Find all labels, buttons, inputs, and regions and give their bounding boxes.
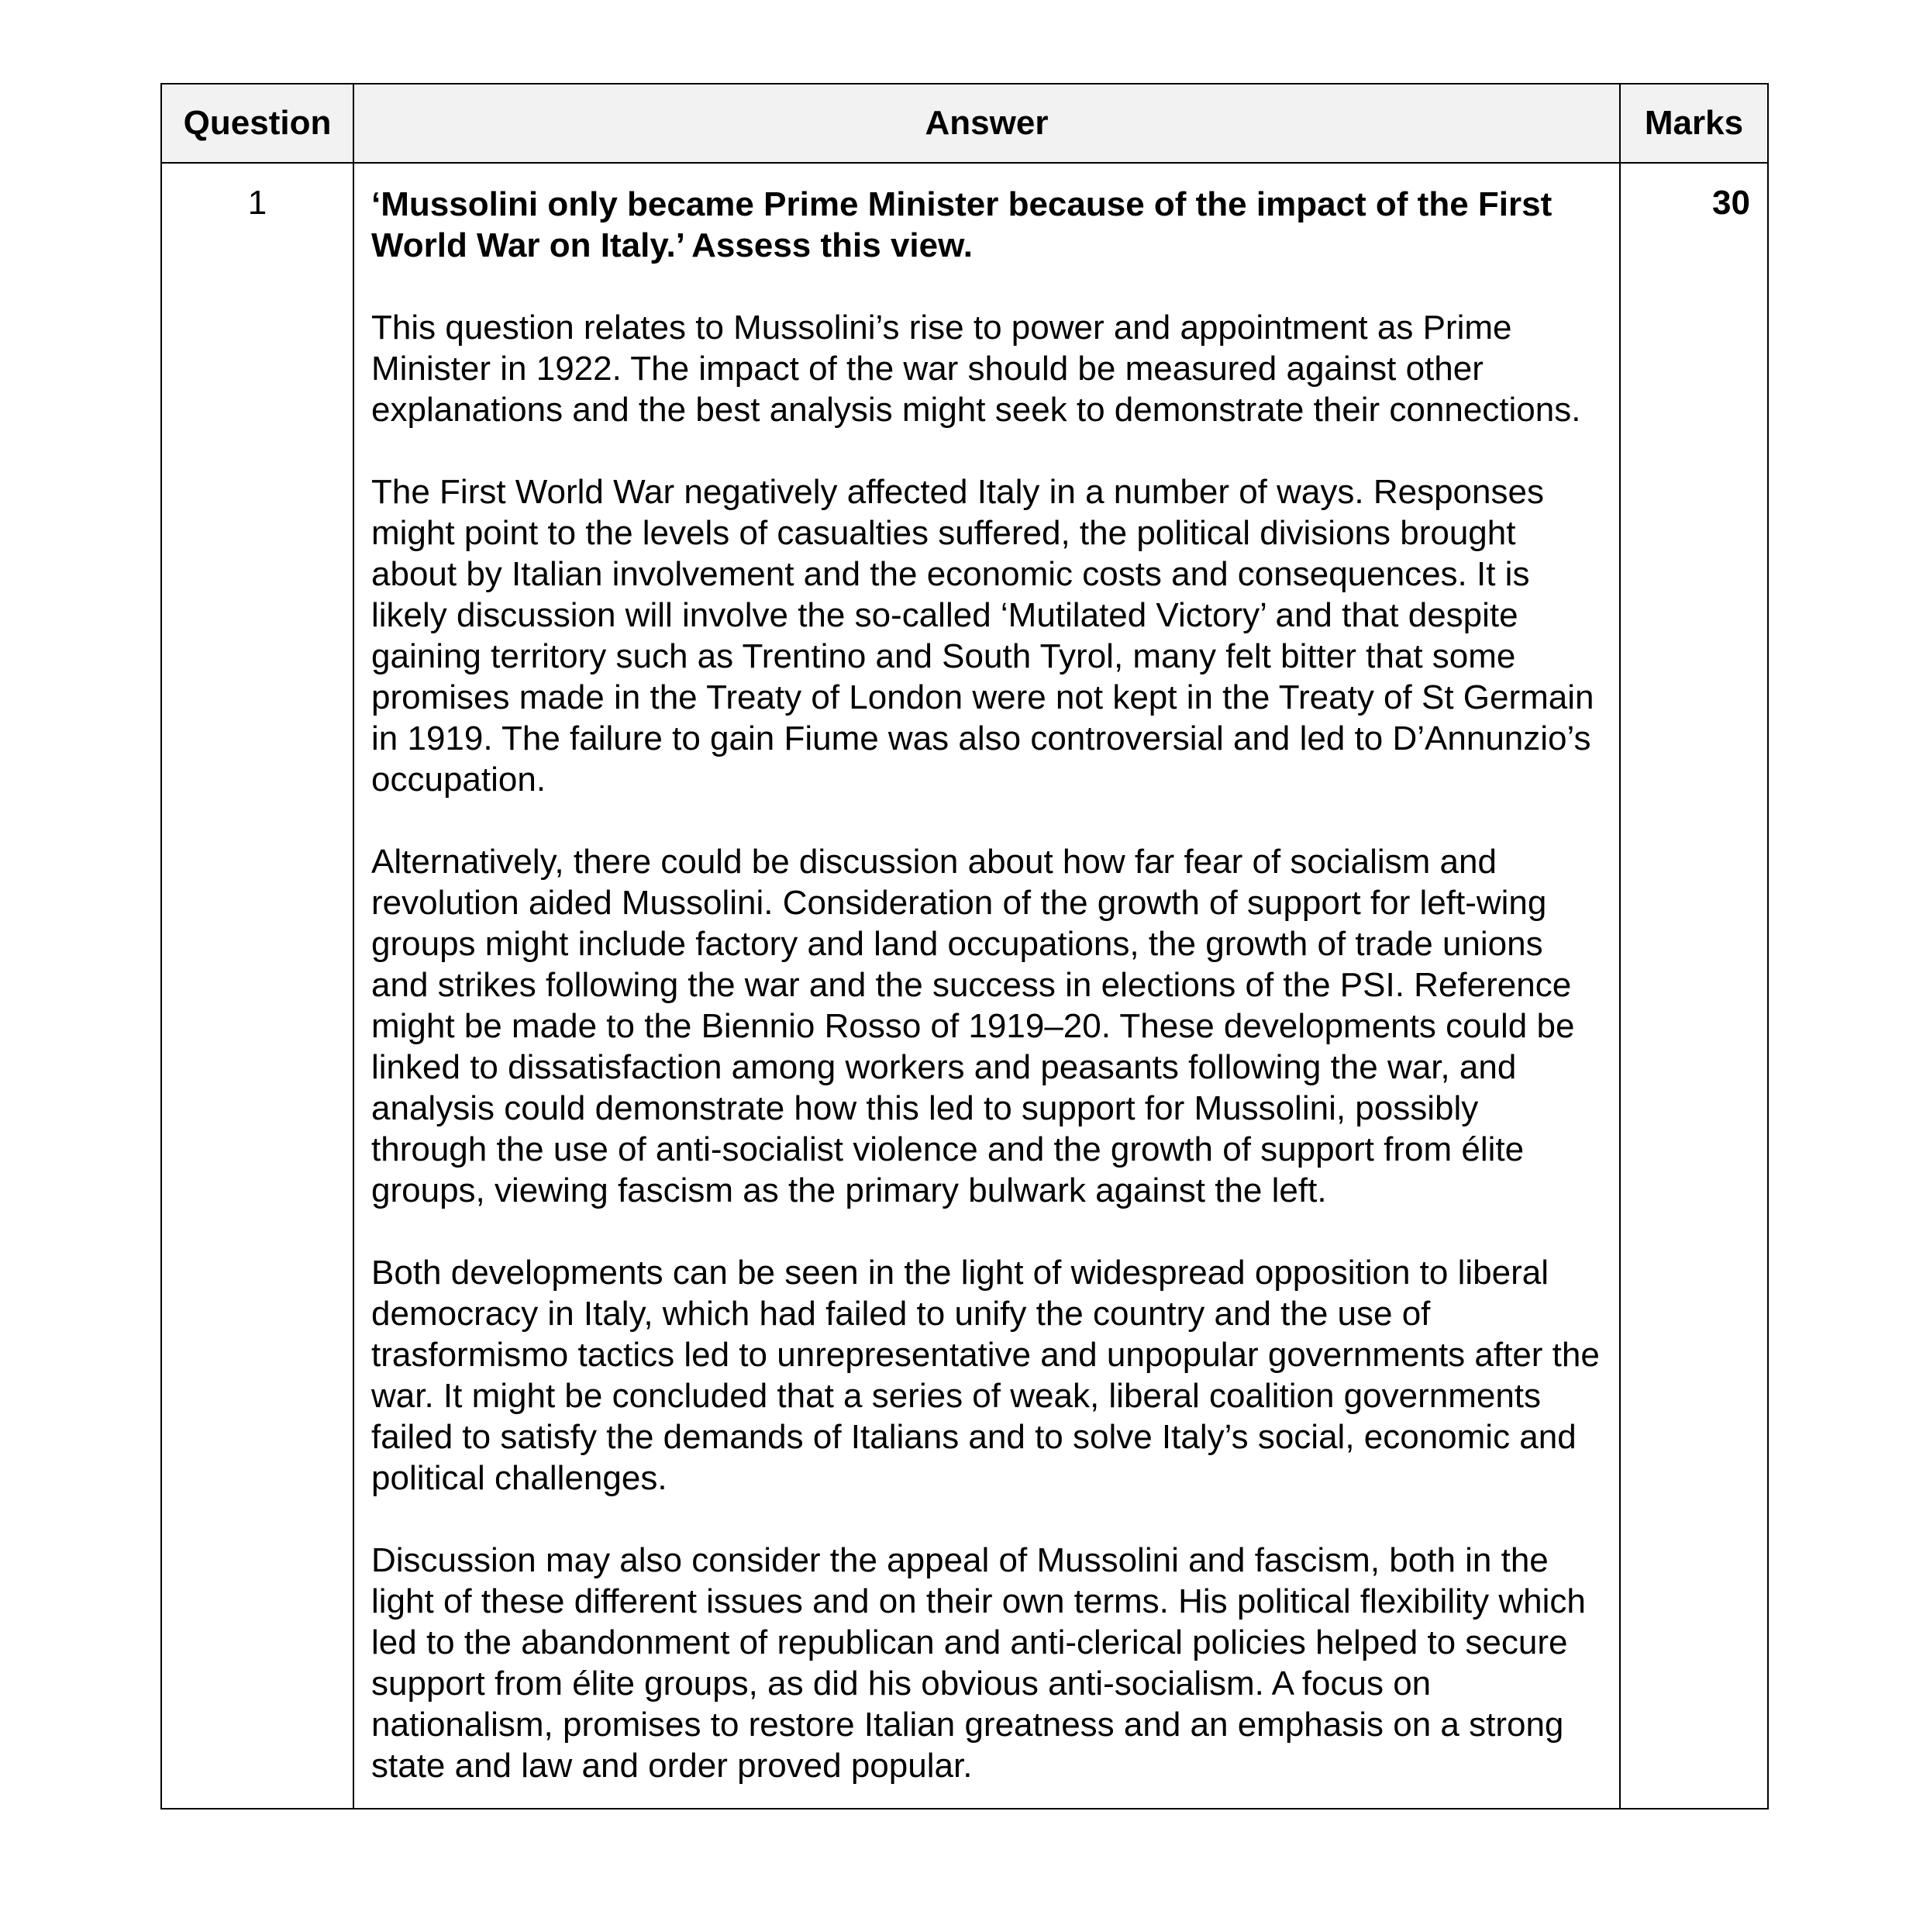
answer-cell [353, 163, 1620, 1809]
question-text: ‘Mussolini only became Prime Minister because of the impact of the First World War on Italy.’ Assess this view. [371, 185, 1553, 264]
answer-paragraph: The First World War negatively affected Italy in a number of ways. Responses might point to the levels of casualties suffered, the political divisions brought about by Italian involvement and the economic costs and consequences. It is likely discussion will involve the so-called ‘Mutilated Victory’ and that despite gaining territory such as Trentino and South Tyrol, many felt bitter that some promises made in the Treaty of London were not kept in the Treaty of St Germain in 1919. The failure to gain Fiume was also controversial and led to D’Annunzio’s occupation. [371, 473, 1594, 799]
answer-paragraph: This question relates to Mussolini’s rise to power and appointment as Prime Minister in 1922. The impact of the war should be measured against other explanations and the best analysis might seek to demonstrate their connections. [371, 309, 1581, 429]
header-marks: Marks [1620, 84, 1768, 163]
answer-paragraph: Both developments can be seen in the light of widespread opposition to liberal democracy in Italy, which had failed to unify the country and the use of trasformismo tactics led to unrepresentative and unpopular governments after the war. It might be concluded that a series of weak, liberal coalition governments failed to satisfy the demands of Italians and to solve Italy’s social, economic and political challenges. [371, 1254, 1600, 1497]
question-number: 1 [161, 163, 353, 1809]
marks-value: 30 [1620, 163, 1768, 1809]
table-row [161, 163, 1768, 1809]
answer-paragraph: Alternatively, there could be discussion about how far fear of socialism and revolution aided Mussolini. Consideration of the growth of support for left-wing groups might include factory and land occupations, the growth of trade unions and strikes following the war and the success in elections of the PSI. Reference might be made to the Biennio Rosso of 1919–20. These developments could be linked to dissatisfaction among workers and peasants following the war, and analysis could demonstrate how this led to support for Mussolini, possibly through the use of anti-socialist violence and the growth of support from élite groups, viewing fascism as the primary bulwark against the left. [371, 843, 1575, 1209]
header-question: Question [161, 84, 353, 163]
answer-paragraph: Discussion may also consider the appeal of Mussolini and fascism, both in the light of these different issues and on their own terms. His political flexibility which led to the abandonment of republican and anti-clerical policies helped to secure support from élite groups, as did his obvious anti-socialism. A focus on nationalism, promises to restore Italian greatness and an emphasis on a strong state and law and order proved popular. [371, 1541, 1586, 1785]
header-answer: Answer [353, 84, 1620, 163]
mark-scheme-table [160, 83, 1769, 1810]
table-header-row [161, 84, 1768, 163]
